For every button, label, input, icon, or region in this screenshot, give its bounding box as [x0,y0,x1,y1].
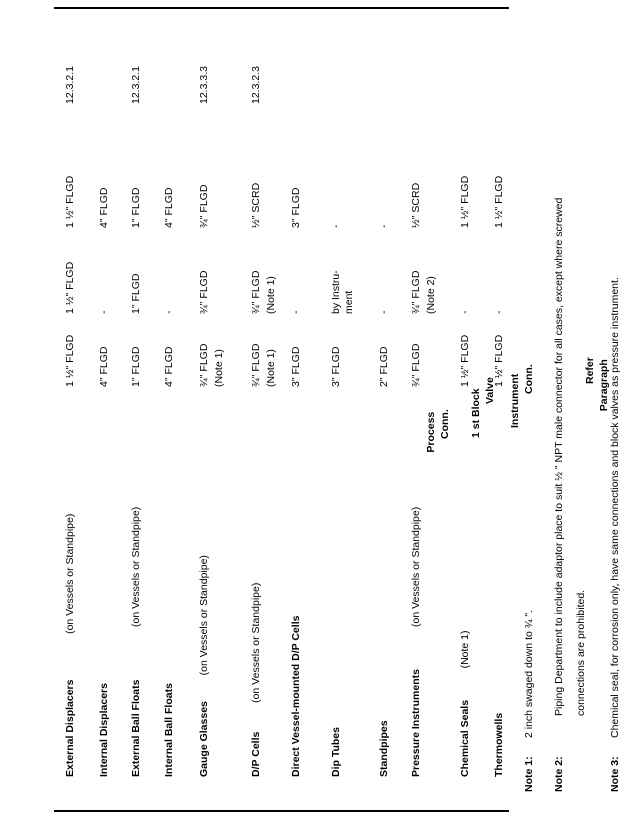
row-2-item: External Ball Floats [130,679,142,777]
row-7-process: 3" FLGD [330,346,342,387]
row-10-process: 1 ½" FLGD [459,334,471,387]
row-10-block: - [459,310,471,314]
row-10-item: Chemical Seals [459,699,471,777]
column-header-process: Conn. [439,409,451,439]
row-2-note: (on Vessels or Standpipe) [130,506,142,627]
row-7-item: Dip Tubes [330,727,342,777]
column-header-process: Process [425,411,437,453]
row-9-block: ¾" FLGD [410,270,422,314]
column-header-block: 1 st Block [470,388,482,438]
row-2-instrument: 1" FLGD [130,187,142,228]
row-2-refer: 12.3.2.1 [130,66,142,104]
note-3-label: Note 3: [609,756,621,792]
row-6-item: Direct Vessel-mounted D/P Cells [290,615,302,777]
row-9-instrument: ½" SCRD [410,182,422,228]
table-top-rule [54,810,509,812]
row-3-block: - [163,310,175,314]
note-1-label: Note 1: [523,756,535,792]
row-4-note: (on Vessels or Standpipe) [198,555,210,676]
row-9-process: ¾" FLGD [410,343,422,387]
row-1-item: Internal Displacers [98,683,110,777]
row-1-process: 4" FLGD [98,346,110,387]
row-4-instrument: ¾" FLGD [198,184,210,228]
row-5-note: (on Vessels or Standpipe) [250,582,262,703]
row-1-instrument: 4" FLGD [98,187,110,228]
row-4-item: Gauge Glasses [198,701,210,777]
row-5-instrument: ½" SCRD [250,182,262,228]
row-0-note: (on Vessels or Standpipe) [64,513,76,634]
note-2-text: connections are prohibited. [575,589,587,716]
row-7-block: ment [343,290,355,314]
row-5-block: ¾" FLGD [250,270,262,314]
row-8-block: - [378,310,390,314]
row-3-item: Internal Ball Floats [163,683,175,777]
row-2-process: 1" FLGD [130,346,142,387]
row-3-process: 4" FLGD [163,346,175,387]
row-11-process: 1 ½" FLGD [493,334,505,387]
row-2-block: 1" FLGD [130,273,142,314]
row-5-refer: 12.3.2.3 [250,66,262,104]
row-1-block: - [98,310,110,314]
row-0-refer: 12.3.2.1 [64,66,76,104]
column-header-refer: Refer [584,357,596,384]
row-9-note: (on Vessels or Standpipe) [410,506,422,627]
row-8-instrument: - [378,224,390,228]
note-1-text: 2 inch swaged down to ¾ ". [523,609,535,738]
row-8-item: Standpipes [378,720,390,777]
note-2-label: Note 2: [553,756,565,792]
row-4-refer: 12.3.3.3 [198,66,210,104]
note-3-text: Chemical seal, for corrosion only, have same connections and block valves as pressure instrument. [609,277,621,738]
row-0-item: External Displacers [64,679,76,777]
row-3-instrument: 4" FLGD [163,187,175,228]
table-bottom-rule [54,7,509,9]
row-4-block: ¾" FLGD [198,270,210,314]
row-0-instrument: 1 ½" FLGD [64,175,76,228]
row-0-process: 1 ½" FLGD [64,334,76,387]
row-10-instrument: 1 ½" FLGD [459,175,471,228]
row-11-block: - [493,310,505,314]
row-6-instrument: 3" FLGD [290,187,302,228]
row-6-process: 3" FLGD [290,346,302,387]
row-4-process: ¾" FLGD [198,343,210,387]
note-2-text: Piping Department to include adaptor place to suit ½ " NPT male connector for all cases, except where screwed [553,197,565,716]
column-header-instrument: Conn. [523,364,535,394]
row-11-item: Thermowells [493,712,505,777]
column-header-block: Valve [484,377,496,404]
row-7-instrument: - [330,224,342,228]
row-5-block: (Note 1) [265,276,277,314]
column-header-instrument: Instrument [509,373,521,428]
row-9-block: (Note 2) [425,276,437,314]
row-8-process: 2" FLGD [378,346,390,387]
row-10-note: (Note 1) [459,630,471,669]
row-6-block: - [290,310,302,314]
row-11-instrument: 1 ½" FLGD [493,175,505,228]
row-5-item: D/P Cells [250,731,262,777]
row-9-item: Pressure Instruments [410,669,422,777]
row-4-process: (Note 1) [213,349,225,387]
row-5-process: (Note 1) [265,349,277,387]
row-7-block: by Instru- [330,270,342,314]
row-0-block: 1 ½" FLGD [64,261,76,314]
column-header-refer: Paragraph [598,359,610,412]
row-5-process: ¾" FLGD [250,343,262,387]
